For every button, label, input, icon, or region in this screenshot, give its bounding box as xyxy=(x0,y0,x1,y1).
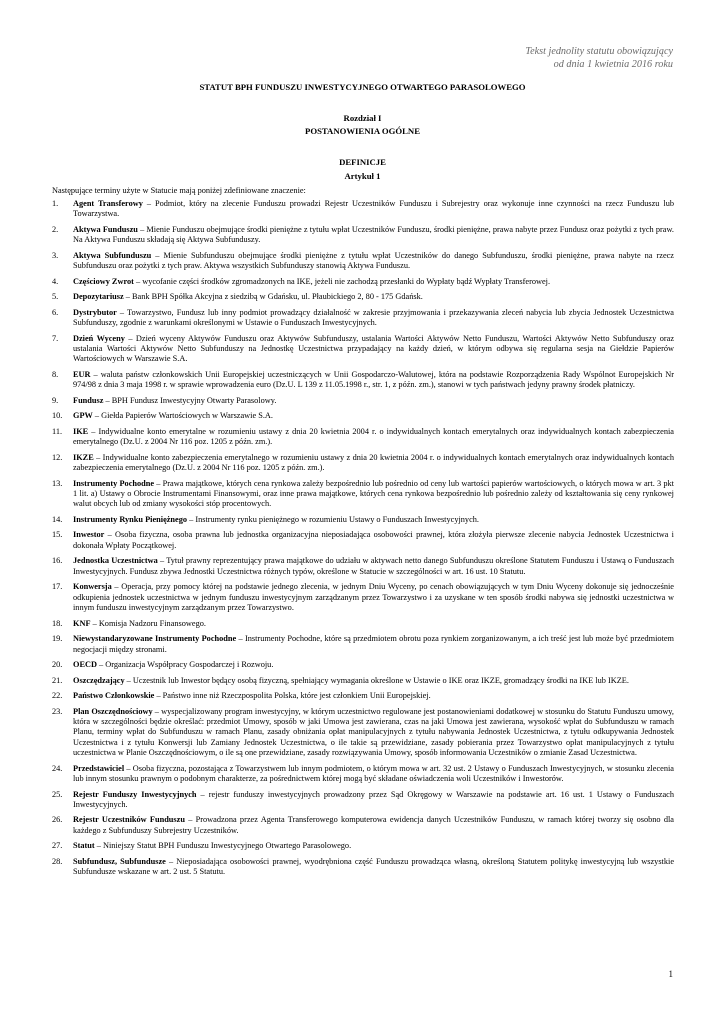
definition-number: 6. xyxy=(52,307,59,317)
definition-item xyxy=(52,857,674,878)
definition-number: 25. xyxy=(52,789,63,799)
definition-item xyxy=(52,530,674,551)
intro-paragraph: Następujące terminy użyte w Statucie mają poniżej zdefiniowane znaczenie: xyxy=(52,186,306,195)
definition-item xyxy=(52,308,674,329)
definition-term: EUR xyxy=(73,369,91,379)
definition-text: – Komisja Nadzoru Finansowego. xyxy=(90,618,206,628)
definition-text: – Indywidualne konto zabezpieczenia emerytalnego w rozumieniu ustawy z dnia 20 kwietnia 2004 r. o indywidualnych kontach emerytalnych oraz indywidualnych kontach zabezpieczenia emerytalnego (Dz.U. z 2004 Nr 116 poz. 1205 z późn. zm.). xyxy=(73,452,674,473)
definition-text: – Państwo inne niż Rzeczpospolita Polska, które jest członkiem Unii Europejskiej. xyxy=(154,691,431,700)
definition-text: – Indywidualne konto emerytalne w rozumieniu ustawy z dnia 20 kwietnia 2004 r. o indywidualnych kontach emerytalnych oraz indywidualnych kontach zabezpieczenia emerytalnego (Dz.U. z 2004 Nr 116 poz. 1205 z późn. zm.). xyxy=(73,426,674,447)
definition-item xyxy=(52,453,674,474)
definition-term: Jednostka Uczestnictwa xyxy=(73,556,158,566)
definition-term: OECD xyxy=(73,660,97,669)
definition-term: Subfundusz, Subfundusze xyxy=(73,856,166,866)
definition-text: – Operacja, przy pomocy której na podstawie jednego zlecenia, w jednym Dniu Wyceny, po cenach obowiązujących w tym Dniu Wyceny dokonuje się jednocześnie odkupienia jednostek uczestnictwa w jednym funduszu inwestycyjnym zarządzanym przez Towarzystwo i za uzyskane w ten sposób środki nabywa się jednostki uczestnictwa w innym funduszu inwestycyjnym zarządzanym przez Towarzystwo. xyxy=(73,582,674,613)
definition-text: – wycofanie części środków zgromadzonych na IKE, jeżeli nie zachodzą przesłanki do Wypłaty bądź Wypłaty Transferowej. xyxy=(133,276,551,286)
definition-text: – Instrumenty Pochodne, które są przedmiotem obrotu poza rynkiem zorganizowanym, a ich treść jest lub może być przedmiotem negocjacji między stronami. xyxy=(73,634,674,654)
definition-text: – Dzień wyceny Aktywów Funduszu oraz Aktywów Subfunduszy, ustalania Wartości Aktywów Netto Funduszu, Wartości Aktywów Netto Subfunduszy oraz ustalania Wartości Aktywów Netto Subfunduszy na Jednostkę Uczestnictwa przypadający na każdy dzień, w którym odbywa się regularna sesja na Giełdzie Papierów Wartościowych w Warszawie S.A. xyxy=(73,333,675,364)
definition-item xyxy=(52,292,674,302)
definition-term: Częściowy Zwrot xyxy=(73,276,134,286)
definition-item xyxy=(52,251,674,272)
definition-text: – wyspecjalizowany program inwestycyjny, w którym uczestnictwo regulowane jest postanowieniami dodatkowej w stosunku do Statutu Funduszu umowy, która w szczególności będzie określać: przedmiot Umowy, sposób w jaki Umowa jest zawierana, czas na jaki Umowa jest zawierana, wysokość wpłat do Subfunduszu w ramach Planu, terminy wpłat do Subfunduszu w ramach Planu, zasady obniżania opłat manipulacyjnych z tytułu nabywania Jednostek Uczestnictwa, z tytułu odkupywania Jednostek Uczestnictwa i z tytułu Konwersji lub Zamiany Jednostek Uczestnictwa, o ile takie są przewidziane, zasady pobierania przez Towarzystwo opłat manipulacyjnych z tytułu uczestnictwa w Planie Oszczędnościowym, o ile są one przewidziane, zasady rozwiązywania Umowy, sposób informowania Uczestników o zmianie Zasad Uczestnictwa. xyxy=(73,706,674,758)
definition-text: – Mienie Funduszu obejmujące środki pieniężne z tytułu wpłat Uczestników Funduszu, środki pieniężne, prawa nabyte przez Fundusz oraz pożytki z tych praw. Na Aktywa Funduszu składają się Aktywa Subfunduszy. xyxy=(73,224,674,245)
definition-term: Dzień Wyceny xyxy=(73,333,125,343)
chapter-title: POSTANOWIENIA OGÓLNE xyxy=(305,126,420,136)
definition-term: Konwersja xyxy=(73,582,112,592)
definition-text: – Podmiot, który na zlecenie Funduszu prowadzi Rejestr Uczestników Funduszu i Subrejestry oraz wykonuje inne czynności na rzecz Funduszu lub Towarzystwa. xyxy=(73,199,674,219)
definition-text: – Uczestnik lub Inwestor będący osobą fizyczną, spełniający wymagania określone w Ustawie o IKE oraz IKZE, gromadzący środki na IKE lub IKZE. xyxy=(124,675,629,685)
definition-number: 10. xyxy=(52,411,63,421)
definition-number: 5. xyxy=(52,292,59,302)
definition-text: – Nieposiadająca osobowości prawnej, wyodrębniona część Funduszu prowadząca własną, określoną Statutem politykę inwestycyjną lub wszystkie Subfundusze wskazane w art. 2 ust. 5 Statutu. xyxy=(73,856,674,877)
definition-item xyxy=(52,334,674,365)
definition-item xyxy=(52,676,674,686)
definition-item xyxy=(52,815,674,836)
definition-text: – Organizacja Współpracy Gospodarczej i Rozwoju. xyxy=(96,660,274,669)
definition-term: IKE xyxy=(73,426,89,436)
chapter-number: Rozdział I xyxy=(343,113,382,123)
definition-item xyxy=(52,411,674,421)
definition-text: – Osoba fizyczna, pozostająca z Towarzystwem lub innym podmiotem, o którym mowa w art. 32 ust. 2 Ustawy o Funduszach Inwestycyjnych, w stosunku zlecenia lub innym stosunku prawnym o podobnym charakterze, za pośrednictwem której mogą być składane oświadczenia woli Uczestników i Inwestorów. xyxy=(73,763,674,784)
definition-text: – Niniejszy Statut BPH Funduszu Inwestycyjnego Otwartego Parasolowego. xyxy=(94,841,352,851)
definition-number: 15. xyxy=(52,530,63,540)
definition-item xyxy=(52,691,674,701)
definition-number: 19. xyxy=(52,634,63,644)
article-heading: Artykuł 1 xyxy=(344,171,381,181)
definition-item xyxy=(52,199,674,220)
definition-text: – Prawa majątkowe, których cena rynkowa zależy bezpośrednio lub pośrednio od ceny lub wartości papierów wartościowych, o których mowa w art. 3 pkt 1 lit. a) Ustawy o Obrocie Instrumentami Finansowymi, oraz inne prawa majątkowe, których cena rynkowa bezpośrednio lub pośrednio zależy od kształtowania się ceny rynkowej walut obcych lub od zmiany wysokości stóp procentowych. xyxy=(73,478,674,509)
definition-item xyxy=(52,634,674,655)
definition-text: – Mienie Subfunduszu obejmujące środki pieniężne z tytułu wpłat Uczestników do danego Subfunduszu, środki pieniężne, prawa nabyte na rzecz Subfunduszu oraz pożytki z tych praw. Aktywa wszystkich Subfunduszy stanowią Aktywa Funduszu. xyxy=(73,250,674,271)
definition-number: 9. xyxy=(52,395,59,405)
definition-term: Statut xyxy=(73,841,95,851)
definition-number: 2. xyxy=(52,224,59,234)
definition-term: Agent Transferowy xyxy=(73,199,143,208)
definition-item xyxy=(52,707,674,759)
page-number: 1 xyxy=(668,969,673,979)
definitions-list xyxy=(52,199,674,883)
definition-number: 21. xyxy=(52,675,63,685)
stamp-line-2: od dnia 1 kwietnia 2016 roku xyxy=(553,59,673,70)
definition-text: – Prowadzona przez Agenta Transferowego komputerowa ewidencja danych Uczestników Funduszu, w ramach której tworzy się osobno dla każdego z Subfunduszy Subrejestry Uczestników. xyxy=(73,815,674,835)
document-title: STATUT BPH FUNDUSZU INWESTYCYJNEGO OTWARTEGO PARASOLOWEGO xyxy=(199,82,526,92)
definition-number: 4. xyxy=(52,276,59,286)
definition-text: – Tytuł prawny reprezentujący prawa majątkowe do udziału w aktywach netto danego Subfunduszu określone Statutem Funduszu i Ustawą o Funduszach Inwestycyjnych. Fundusz zbywa Jednostki Uczestnictwa różnych typów, określone w Statucie w szczególności w art. 16 ust. 10 Statutu. xyxy=(73,556,675,576)
definition-term: Państwo Członkowskie xyxy=(73,691,155,700)
definition-term: IKZE xyxy=(73,452,94,462)
definition-term: Niewystandaryzowane Instrumenty Pochodne xyxy=(73,634,237,644)
definition-item xyxy=(52,479,674,510)
definition-number: 28. xyxy=(52,856,63,866)
definition-item xyxy=(52,427,674,448)
definition-item xyxy=(52,841,674,851)
definition-number: 12. xyxy=(52,452,63,462)
definition-item xyxy=(52,370,674,391)
definition-term: Fundusz xyxy=(73,395,104,405)
definition-item xyxy=(52,225,674,246)
definition-number: 7. xyxy=(52,333,59,343)
definition-number: 1. xyxy=(52,199,59,208)
definition-number: 11. xyxy=(52,426,63,436)
definition-number: 20. xyxy=(52,660,63,669)
definition-item xyxy=(52,660,674,670)
definition-text: – BPH Fundusz Inwestycyjny Otwarty Parasolowy. xyxy=(103,395,277,405)
validity-stamp xyxy=(525,45,673,71)
definition-term: Oszczędzający xyxy=(73,675,125,685)
stamp-line-1: Tekst jednolity statutu obowiązujący xyxy=(525,46,673,57)
definition-number: 17. xyxy=(52,582,63,592)
definition-number: 23. xyxy=(52,706,63,716)
definition-text: – Giełda Papierów Wartościowych w Warszawie S.A. xyxy=(92,411,273,421)
definition-term: KNF xyxy=(73,618,91,628)
definition-term: Depozytariusz xyxy=(73,292,124,302)
definition-number: 27. xyxy=(52,841,63,851)
definition-number: 26. xyxy=(52,815,63,825)
definition-text: – rejestr funduszy inwestycyjnych prowadzony przez Sąd Okręgowy w Warszawie na podstawie art. 16 ust. 1 Ustawy o Funduszach Inwestycyjnych. xyxy=(73,789,674,809)
definition-term: Inwestor xyxy=(73,530,105,540)
definition-item xyxy=(52,582,674,613)
definition-term: GPW xyxy=(73,411,93,421)
definition-term: Instrumenty Rynku Pieniężnego xyxy=(73,514,188,524)
definition-number: 14. xyxy=(52,514,63,524)
definition-term: Przedstawiciel xyxy=(73,763,125,773)
definition-term: Aktywa Funduszu xyxy=(73,224,138,234)
definition-number: 8. xyxy=(52,369,59,379)
definition-item xyxy=(52,619,674,629)
definition-item xyxy=(52,790,674,811)
section-heading: DEFINICJE xyxy=(339,157,386,167)
definition-item xyxy=(52,277,674,287)
definition-number: 24. xyxy=(52,763,63,773)
definition-item xyxy=(52,764,674,785)
definition-text: – waluta państw członkowskich Unii Europejskiej uczestniczących w Unii Gospodarczo-Walutowej, która na podstawie Rozporządzenia Rady Wspólnot Europejskich Nr 974/98 z dnia 3 maja 1998 r. w sprawie wprowadzenia euro (Dz.U. L 139 z 11.05.1998 r., str. 1, z późn. zm.), stanowi w tych państwach jedyny prawny środek płatniczy. xyxy=(73,369,674,390)
definition-text: – Bank BPH Spółka Akcyjna z siedzibą w Gdańsku, ul. Płaubickiego 2, 80 - 175 Gdańsk. xyxy=(123,292,423,302)
definition-item xyxy=(52,515,674,525)
definition-term: Plan Oszczędnościowy xyxy=(73,706,153,716)
definition-term: Rejestr Funduszy Inwestycyjnych xyxy=(73,789,197,799)
definition-number: 22. xyxy=(52,691,63,700)
definition-item xyxy=(52,396,674,406)
definition-number: 3. xyxy=(52,250,59,260)
definition-term: Rejestr Uczestników Funduszu xyxy=(73,815,185,825)
definition-text: – Instrumenty rynku pieniężnego w rozumieniu Ustawy o Funduszach Inwestycyjnych. xyxy=(187,514,479,524)
definition-term: Dystrybutor xyxy=(73,307,117,317)
definition-number: 13. xyxy=(52,478,63,488)
definition-number: 16. xyxy=(52,556,63,566)
definition-term: Instrumenty Pochodne xyxy=(73,478,155,488)
definition-text: – Osoba fizyczna, osoba prawna lub jednostka organizacyjna nieposiadająca osobowości prawnej, która złożyła pierwsze zlecenie nabycia Jednostek Uczestnictwa i dokonała Wpłaty Początkowej. xyxy=(73,530,674,550)
definition-number: 18. xyxy=(52,618,63,628)
definition-item xyxy=(52,556,674,577)
definition-term: Aktywa Subfunduszu xyxy=(73,250,152,260)
definition-text: – Towarzystwo, Fundusz lub inny podmiot prowadzący działalność w zakresie przyjmowania i przekazywania zleceń nabycia lub zbycia Jednostek Uczestnictwa Subfunduszy, zgodnie z warunkami określonymi w Ustawie o Funduszach Inwestycyjnych. xyxy=(73,307,674,328)
